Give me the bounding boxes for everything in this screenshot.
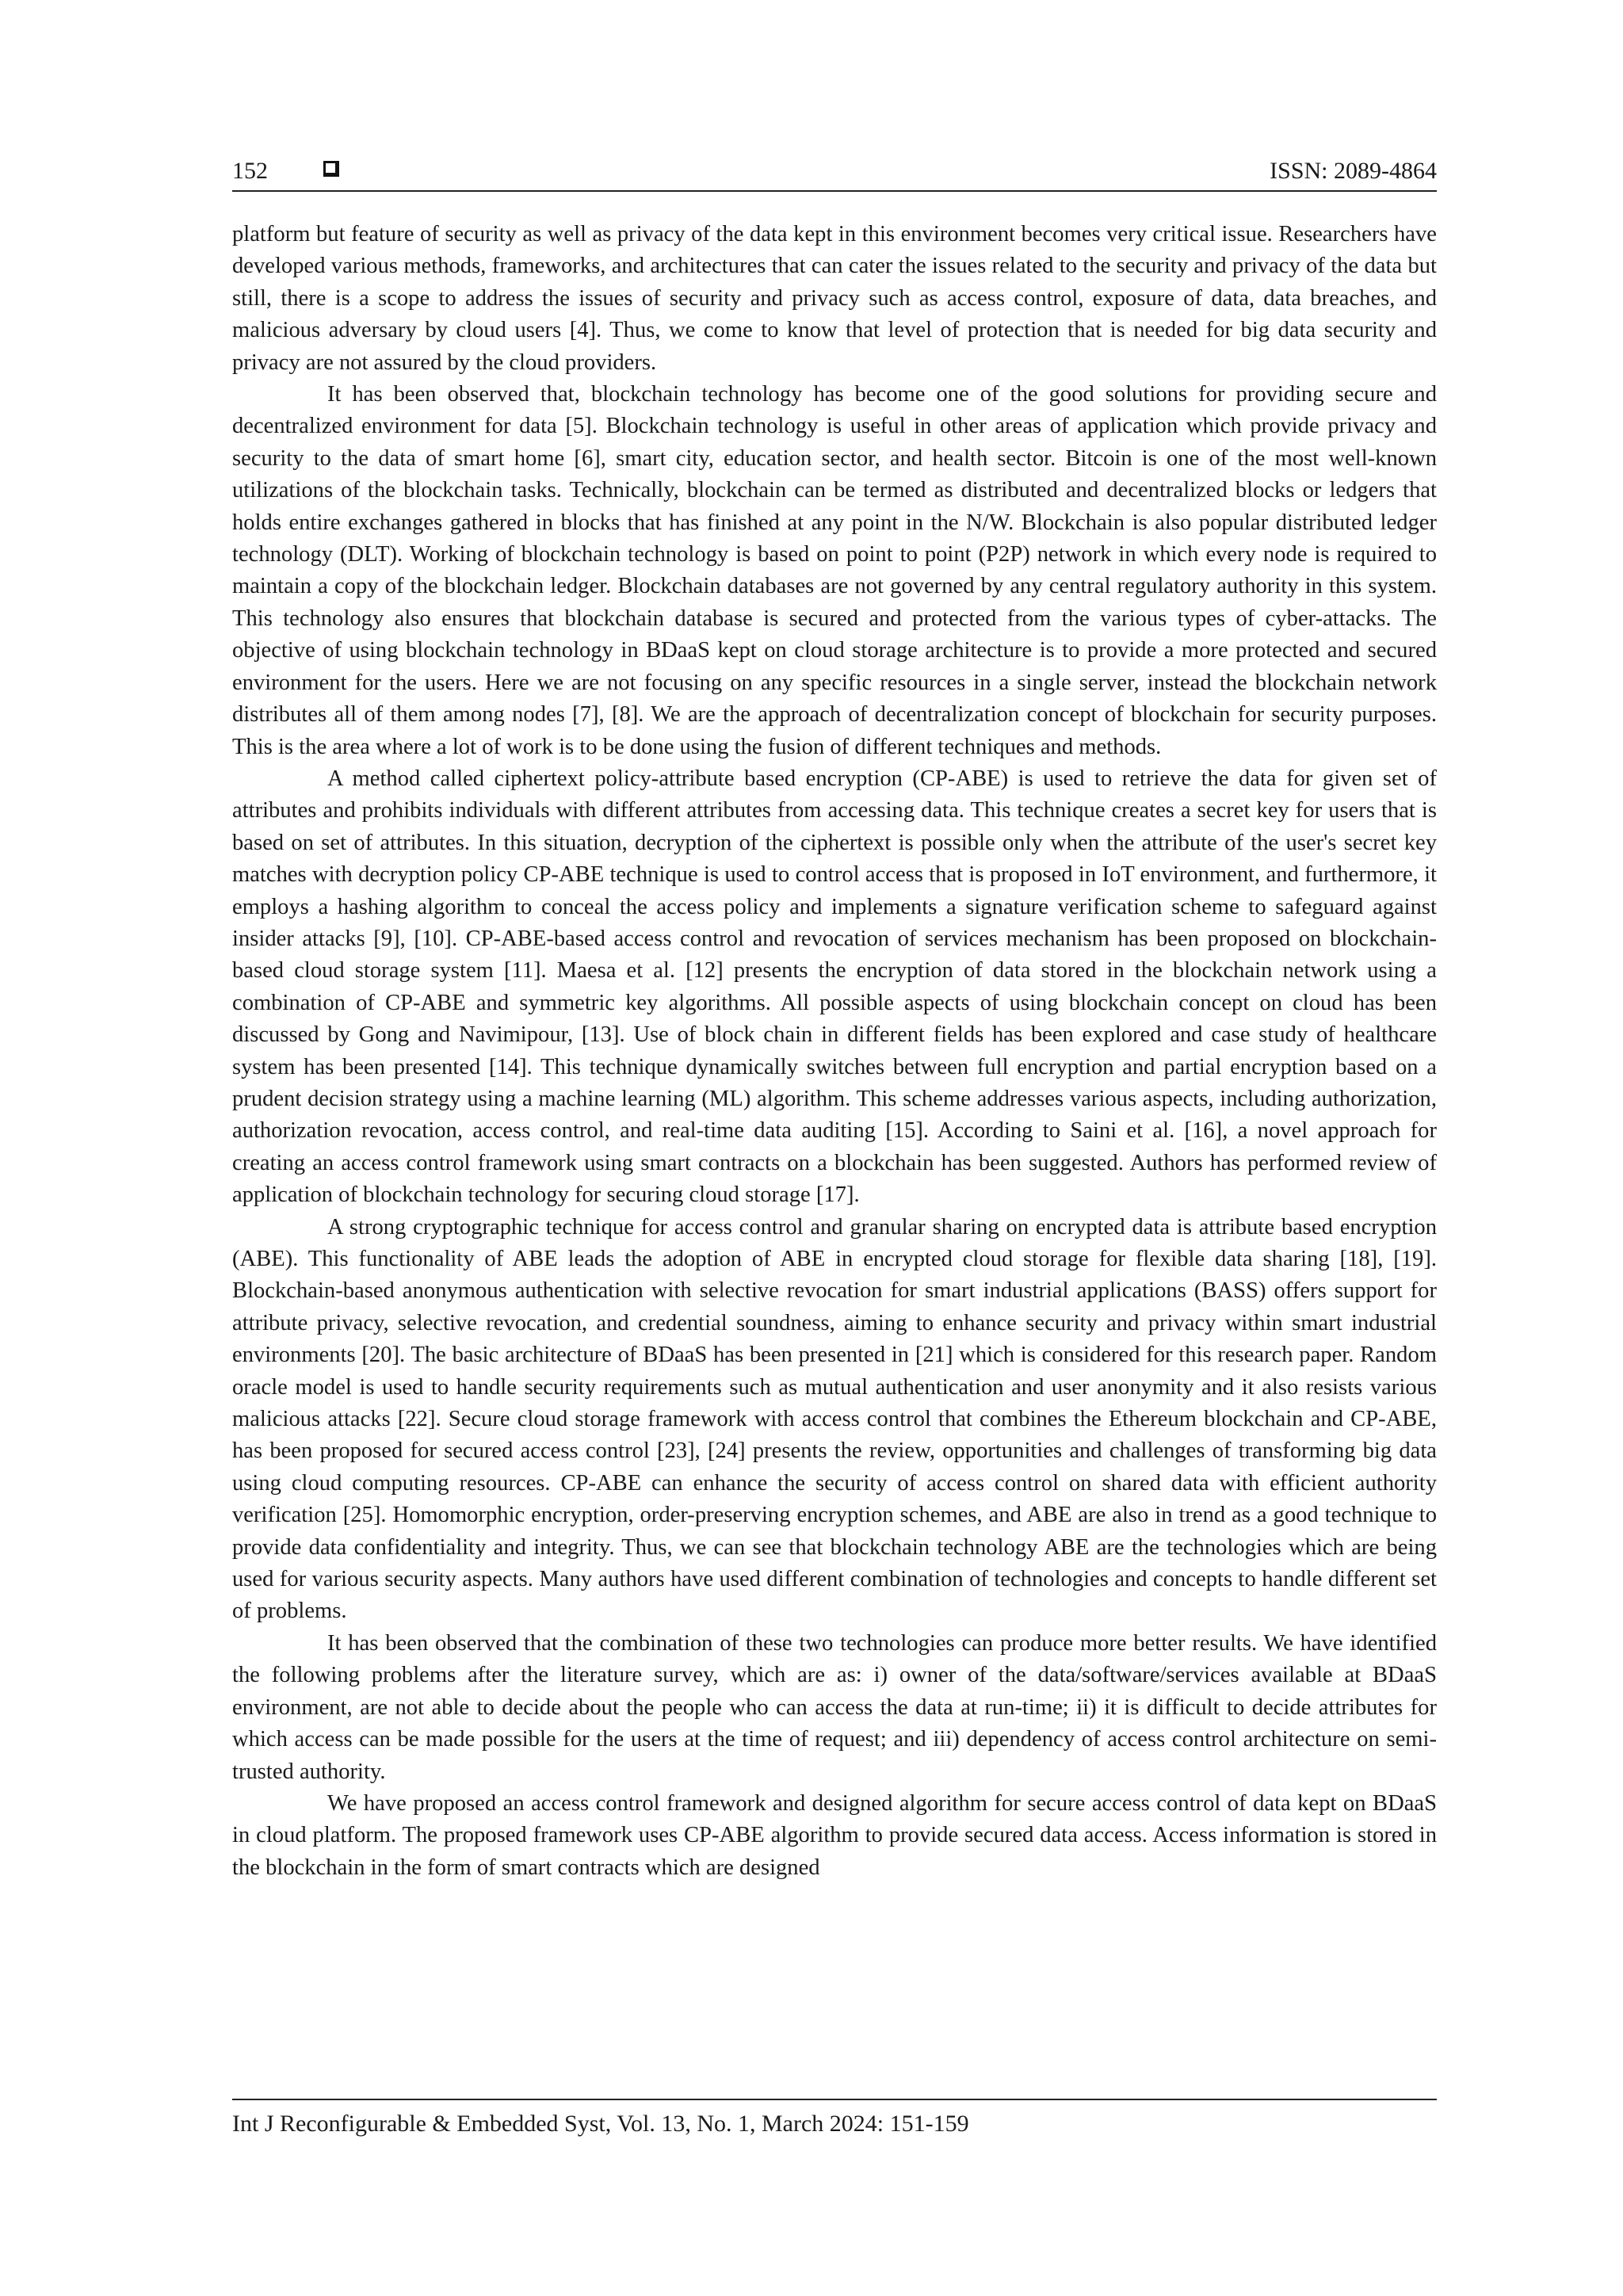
page-header [232, 152, 1437, 192]
square-bullet-icon [323, 161, 339, 177]
paragraph: A strong cryptographic technique for access control and granular sharing on encrypted data is attribute based encryption (ABE). This functionality of ABE leads the adoption of ABE in encrypted cloud storage for flexible data sharing [18], [19]. Blockchain-based anonymous authentication with selective revocation for smart industrial applications (BASS) offers support for attribute privacy, selective revocation, and credential soundness, aiming to enhance security and privacy within smart industrial environments [20]. The basic architecture of BDaaS has been presented in [21] which is considered for this research paper. Random oracle model is used to handle security requirements such as mutual authentication and user anonymity and it also resists various malicious attacks [22]. Secure cloud storage framework with access control that combines the Ethereum blockchain and CP-ABE, has been proposed for secured access control [23], [24] presents the review, opportunities and challenges of transforming big data using cloud computing resources. CP-ABE can enhance the security of access control on shared data with efficient authority verification [25]. Homomorphic encryption, order-preserving encryption schemes, and ABE are also in trend as a good technique to provide data confidentiality and integrity. Thus, we can see that blockchain technology ABE are the technologies which are being used for various security aspects. Many authors have used different combination of technologies and concepts to handle different set of problems. [232, 1214, 1437, 1624]
paragraph: platform but feature of security as well as privacy of the data kept in this environment becomes very critical issue. Researchers have developed various methods, frameworks, and architectures that can cater the issues related to the security and privacy of the data but still, there is a scope to address the issues of security and privacy such as access control, exposure of data, data breaches, and malicious adversary by cloud users [4]. Thus, we come to know that level of protection that is needed for big data security and privacy are not assured by the cloud providers. [232, 222, 1437, 375]
paragraph: A method called ciphertext policy-attribute based encryption (CP-ABE) is used to retrieve the data for given set of attributes and prohibits individuals with different attributes from accessing data. This technique creates a secret key for users that is based on set of attributes. In this situation, decryption of the ciphertext is possible only when the attribute of the user's secret key matches with decryption policy CP-ABE technique is used to control access that is proposed in IoT environment, and furthermore, it employs a hashing algorithm to conceal the access policy and implements a signature verification scheme to safeguard against insider attacks [9], [10]. CP-ABE-based access control and revocation of services mechanism has been proposed on blockchain-based cloud storage system [11]. Maesa et al. [12] presents the encryption of data stored in the blockchain network using a combination of CP-ABE and symmetric key algorithms. All possible aspects of using blockchain concept on cloud has been discussed by Gong and Navimipour, [13]. Use of block chain in different fields has been explored and case study of healthcare system has been presented [14]. This technique dynamically switches between full encryption and partial encryption based on a prudent decision strategy using a machine learning (ML) algorithm. This scheme addresses various aspects, including authorization, authorization revocation, access control, and real-time data auditing [15]. According to Saini et al. [16], a novel approach for creating an access control framework using smart contracts on a blockchain has been suggested. Authors has performed review of application of blockchain technology for securing cloud storage [17]. [232, 766, 1437, 1208]
paragraph: It has been observed that, blockchain technology has become one of the good solutions for providing secure and decentralized environment for data [5]. Blockchain technology is useful in other areas of application which provide privacy and security to the data of smart home [6], smart city, education sector, and health sector. Bitcoin is one of the most well-known utilizations of the blockchain tasks. Technically, blockchain can be termed as distributed and decentralized blocks or ledgers that holds entire exchanges gathered in blocks that has finished at any point in the N/W. Blockchain is also popular distributed ledger technology (DLT). Working of blockchain technology is based on point to point (P2P) network in which every node is required to maintain a copy of the blockchain ledger. Blockchain databases are not governed by any central regulatory authority in this system. This technology also ensures that blockchain database is secured and protected from the various types of cyber-attacks. The objective of using blockchain technology in BDaaS kept on cloud storage architecture is to provide a more protected and secured environment for the users. Here we are not focusing on any specific resources in a single server, instead the blockchain network distributes all of them among nodes [7], [8]. We are the approach of decentralization concept of blockchain for security purposes. This is the area where a lot of work is to be done using the fusion of different techniques and methods. [232, 382, 1437, 759]
paragraph: It has been observed that the combination of these two technologies can produce more better results. We have identified the following problems after the literature survey, which are as: i) owner of the data/software/services available at BDaaS environment, are not able to decide about the people who can access the data at run-time; ii) it is difficult to decide attributes for which access can be made possible for the users at the time of request; and iii) dependency of access control architecture on semi-trusted authority. [232, 1630, 1437, 1784]
page-footer [232, 2099, 1437, 2141]
journal-citation: Int J Reconfigurable & Embedded Syst, Vol. 13, No. 1, March 2024: 151-159 [232, 2111, 969, 2137]
issn-label: ISSN: 2089-4864 [1270, 158, 1437, 184]
paragraph: We have proposed an access control framework and designed algorithm for secure access control of data kept on BDaaS in cloud platform. The proposed framework uses CP-ABE algorithm to provide secured data access. Access information is stored in the blockchain in the form of smart contracts which are designed [232, 1790, 1437, 1880]
page-number: 152 [232, 158, 268, 184]
body-text [232, 219, 1437, 1884]
